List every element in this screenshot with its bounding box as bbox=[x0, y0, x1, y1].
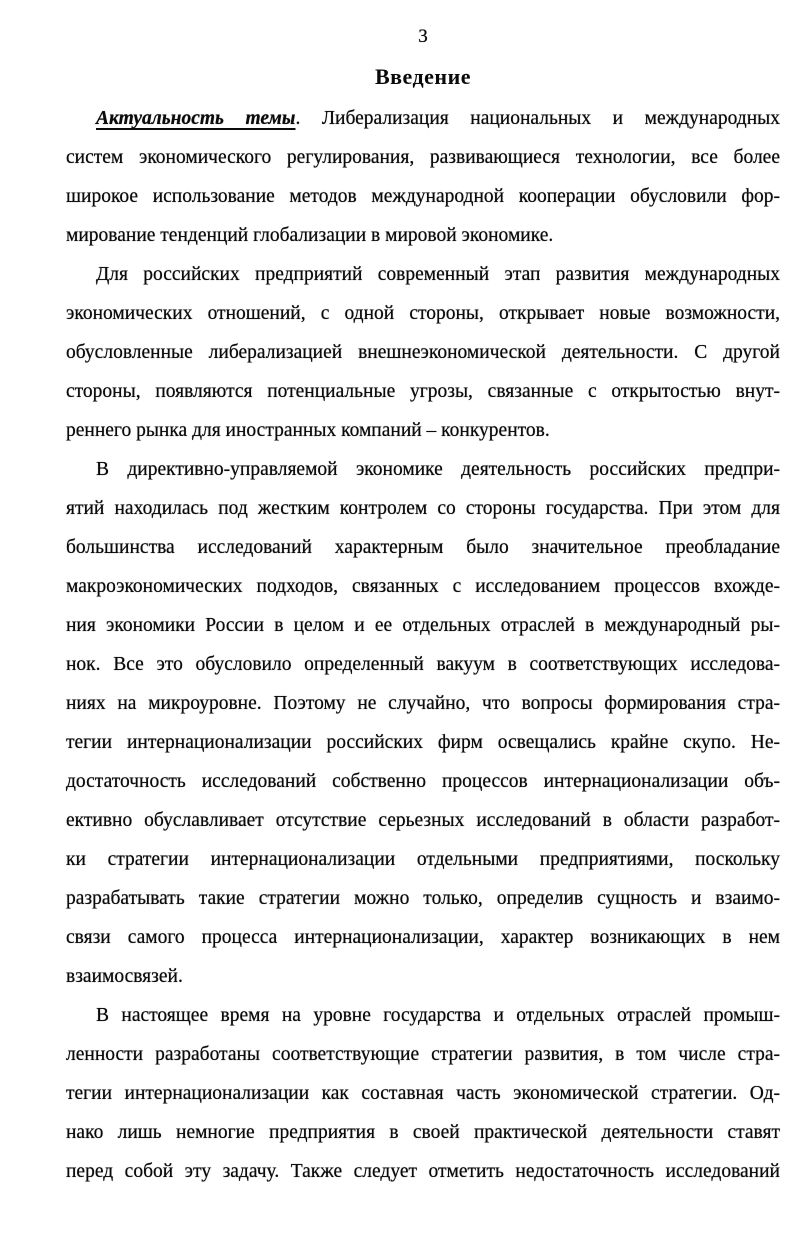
text-line: ятий находилась под жестким контролем со стороны государства. При этом для bbox=[66, 498, 780, 519]
text-line: систем экономического регулирования, развивающиеся технологии, все более bbox=[66, 147, 780, 168]
text-line: ниях на микроуровне. Поэтому не случайно, что вопросы формирования стра- bbox=[66, 693, 780, 714]
text-line: перед собой эту задачу. Также следует отметить недостаточность исследований bbox=[66, 1161, 780, 1182]
text-line: ния экономики России в целом и ее отдельных отраслей в международный ры- bbox=[66, 615, 780, 636]
text-line: взаимосвязей. bbox=[66, 966, 183, 987]
text-line: Для российских предприятий современный этап развития международных bbox=[96, 264, 780, 285]
text-line: тегии интернационализации российских фирм освещались крайне скупо. Не- bbox=[66, 732, 780, 753]
text-line: В директивно-управляемой экономике деятельность российских предпри- bbox=[96, 459, 780, 480]
text-line bbox=[66, 99, 780, 138]
text-line: связи самого процесса интернационализации, характер возникающих в нем bbox=[66, 927, 780, 948]
text-line: ленности разработаны соответствующие стратегии развития, в том числе стра- bbox=[66, 1044, 780, 1065]
text-line: широкое использование методов международной кооперации обусловили фор- bbox=[66, 186, 780, 207]
page-number: 3 bbox=[418, 26, 428, 47]
page-content bbox=[66, 0, 780, 1191]
text-line: ективно обуславливает отсутствие серьезных исследований в области разработ- bbox=[66, 810, 780, 831]
text-line: макроэкономических подходов, связанных с исследованием процессов вхожде- bbox=[66, 576, 780, 597]
text-line: ки стратегии интернационализации отдельными предприятиями, поскольку bbox=[66, 849, 780, 870]
text-line: экономических отношений, с одной стороны, открывает новые возможности, bbox=[66, 303, 780, 324]
emphasis-term: Актуальность темы bbox=[96, 108, 296, 129]
body-text bbox=[66, 99, 780, 1191]
text-line: достаточность исследований собственно процессов интернационализации объ- bbox=[66, 771, 780, 792]
text-line: обусловленные либерализацией внешнеэкономической деятельности. С другой bbox=[66, 342, 780, 363]
text-line: стороны, появляются потенциальные угрозы, связанные с открытостью внут- bbox=[66, 381, 780, 402]
text-line: нок. Все это обусловило определенный вакуум в соответствующих исследова- bbox=[66, 654, 780, 675]
text-line: В настоящее время на уровне государства и отдельных отраслей промыш- bbox=[96, 1005, 780, 1026]
text-line: мирование тенденций глобализации в мировой экономике. bbox=[66, 225, 554, 246]
section-heading: Введение bbox=[374, 64, 472, 89]
text-line: большинства исследований характерным было значительное преобладание bbox=[66, 537, 780, 558]
text-line: тегии интернационализации как составная часть экономической стратегии. Од- bbox=[66, 1083, 780, 1104]
text-line: разрабатывать такие стратегии можно только, определив сущность и взаимо- bbox=[66, 888, 780, 909]
text-line: реннего рынка для иностранных компаний – конкурентов. bbox=[66, 420, 550, 441]
text-line: нако лишь немногие предприятия в своей практической деятельности ставят bbox=[66, 1122, 780, 1143]
text-span: . Либерализация национальных и международных bbox=[295, 108, 780, 129]
